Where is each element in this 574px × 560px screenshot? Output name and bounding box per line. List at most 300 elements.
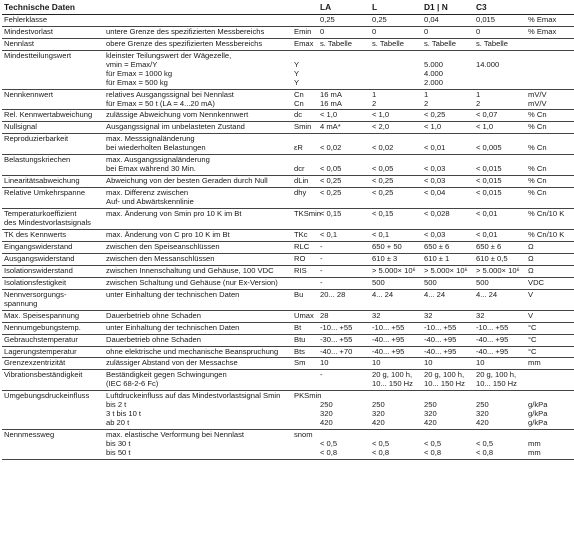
cell-value-c3: [474, 391, 526, 430]
cell-line: Btu: [294, 334, 306, 344]
cell-line: bis 50 t: [106, 448, 131, 458]
cell-line: < 0,25: [320, 188, 342, 198]
cell-line: < 0,5: [320, 439, 338, 449]
cell-line: max. Ausgangssignaländerung: [106, 155, 210, 165]
cell-line: [528, 79, 572, 88]
cell-value-l: [370, 122, 422, 134]
cell-line: < 0,015: [476, 188, 502, 198]
cell-value-d1n: [422, 253, 474, 265]
cell-line: [528, 219, 572, 228]
cell-unit: [526, 241, 574, 253]
cell-line: -40... +70: [320, 346, 353, 356]
cell-symbol: [292, 310, 318, 322]
cell-line: [320, 219, 368, 228]
cell-parameter: [2, 155, 104, 176]
cell-line: 500: [476, 277, 489, 287]
cell-line: spannung: [4, 298, 38, 308]
cell-line: Nennlast: [4, 38, 34, 48]
cell-value-d1n: [422, 322, 474, 334]
cell-line: < 1,0: [424, 122, 442, 132]
cell-line: [476, 70, 524, 79]
cell-line: 2: [476, 98, 481, 108]
table-row: [2, 89, 574, 110]
cell-line: < 0,015: [476, 176, 502, 186]
cell-parameter: [2, 50, 104, 89]
cell-line: < 0,028: [424, 209, 450, 219]
cell-line: des Mindestvorlastsignals: [4, 218, 91, 228]
cell-line: bis 30 t: [106, 439, 131, 449]
cell-line: 0,25: [320, 14, 335, 24]
cell-description: [104, 155, 292, 176]
cell-line: < 1,0: [320, 110, 338, 120]
cell-symbol: [292, 430, 318, 460]
cell-line: < 0,15: [320, 209, 342, 219]
cell-line: 0,25: [372, 14, 387, 24]
cell-line: 1: [424, 89, 429, 99]
cell-description: [104, 89, 292, 110]
cell-value-l: [370, 430, 422, 460]
cell-value-l: [370, 289, 422, 310]
cell-value-l: [370, 253, 422, 265]
cell-value-la: [318, 176, 370, 188]
cell-unit: [526, 310, 574, 322]
cell-line: [294, 219, 316, 228]
cell-line: -10... +55: [476, 322, 509, 332]
cell-symbol: [292, 176, 318, 188]
cell-parameter: [2, 346, 104, 358]
cell-line: 4.000: [424, 68, 444, 78]
cell-value-la: [318, 155, 370, 176]
spec-table: [2, 2, 574, 460]
cell-line: g/kPa: [528, 418, 548, 428]
cell-value-d1n: [422, 155, 474, 176]
cell-unit: [526, 122, 574, 134]
cell-line: V: [528, 310, 534, 320]
cell-line: 20 g, 100 h,: [424, 370, 465, 380]
cell-line: snom: [294, 430, 313, 440]
cell-line: [372, 198, 420, 207]
cell-parameter: [2, 209, 104, 230]
cell-line: Abweichung von der besten Geraden durch Null: [106, 176, 268, 186]
cell-line: 250: [372, 400, 385, 410]
cell-value-c3: [474, 50, 526, 89]
cell-line: 16 mA: [320, 89, 342, 99]
cell-unit: [526, 229, 574, 241]
cell-line: Belastungskriechen: [4, 155, 71, 165]
cell-value-la: [318, 229, 370, 241]
cell-parameter: [2, 391, 104, 430]
cell-value-d1n: [422, 89, 474, 110]
cell-value-c3: [474, 38, 526, 50]
cell-value-l: [370, 391, 422, 430]
cell-line: 4 mA*: [320, 122, 341, 132]
cell-unit: [526, 38, 574, 50]
cell-line: Lagerungstemperatur: [4, 346, 77, 356]
cell-line: 5.000: [424, 59, 444, 69]
cell-line: < 0,015: [476, 164, 502, 174]
cell-value-d1n: [422, 38, 474, 50]
cell-line: °C: [528, 346, 537, 356]
cell-line: -40... +95: [476, 346, 509, 356]
cell-line: 0: [476, 26, 481, 36]
cell-line: [106, 16, 290, 25]
cell-line: °C: [528, 322, 537, 332]
table-row: [2, 310, 574, 322]
cell-unit: [526, 89, 574, 110]
cell-line: Isolationswiderstand: [4, 265, 73, 275]
cell-line: % Cn/10 K: [528, 209, 565, 219]
cell-unit: [526, 26, 574, 38]
cell-line: TKc: [294, 229, 308, 239]
cell-line: 610 ± 0,5: [476, 253, 508, 263]
cell-value-c3: [474, 134, 526, 155]
cell-line: % Cn/10 K: [528, 229, 565, 239]
cell-value-la: [318, 26, 370, 38]
cell-line: 10... 150 Hz: [424, 379, 465, 389]
cell-line: zulässige Abweichung vom Nennkennwert: [106, 110, 249, 120]
table-row: [2, 122, 574, 134]
cell-value-d1n: [422, 188, 474, 209]
cell-line: 610 ± 3: [372, 253, 398, 263]
cell-value-d1n: [422, 391, 474, 430]
cell-value-la: [318, 358, 370, 370]
cell-line: < 0,01: [424, 143, 446, 153]
table-row: [2, 346, 574, 358]
cell-parameter: [2, 122, 104, 134]
cell-line: 32: [372, 310, 381, 320]
cell-line: < 0,005: [476, 143, 502, 153]
cell-line: < 0,8: [424, 448, 442, 458]
cell-value-c3: [474, 430, 526, 460]
cell-line: 250: [320, 400, 333, 410]
cell-value-la: [318, 391, 370, 430]
cell-symbol: [292, 370, 318, 391]
cell-line: V: [528, 289, 534, 299]
cell-description: [104, 289, 292, 310]
cell-value-l: [370, 134, 422, 155]
cell-value-la: [318, 110, 370, 122]
cell-parameter: [2, 14, 104, 26]
cell-line: mm: [528, 358, 541, 368]
cell-line: [106, 300, 290, 309]
cell-symbol: [292, 322, 318, 334]
cell-parameter: [2, 370, 104, 391]
cell-line: vmin = Emax/Y: [106, 59, 158, 69]
cell-line: TK des Kennwerts: [4, 229, 67, 239]
cell-line: 0: [372, 26, 377, 36]
cell-line: [372, 61, 420, 70]
cell-parameter: [2, 241, 104, 253]
table-row: [2, 334, 574, 346]
cell-line: für Emax = 50 t (LA = 4...20 mA): [106, 98, 215, 108]
cell-line: unter Einhaltung der technischen Daten: [106, 322, 240, 332]
cell-line: 20... 28: [320, 289, 346, 299]
cell-description: [104, 14, 292, 26]
table-row: [2, 229, 574, 241]
cell-value-la: [318, 188, 370, 209]
cell-line: 320: [476, 409, 489, 419]
cell-line: [476, 219, 524, 228]
cell-symbol: [292, 289, 318, 310]
cell-line: < 0,25: [424, 110, 446, 120]
cell-value-l: [370, 14, 422, 26]
table-row: [2, 26, 574, 38]
cell-symbol: [292, 209, 322, 230]
cell-parameter: [2, 430, 104, 460]
cell-value-l: [370, 155, 422, 176]
cell-line: Bt: [294, 322, 302, 332]
cell-value-l: [370, 26, 422, 38]
cell-line: % Cn: [528, 110, 547, 120]
cell-line: (IEC 68-2-6 Fc): [106, 379, 159, 389]
cell-line: s. Tabelle: [476, 38, 508, 48]
cell-value-c3: [474, 241, 526, 253]
cell-line: 32: [476, 310, 485, 320]
cell-symbol: [292, 89, 318, 110]
cell-line: % Cn: [528, 122, 547, 132]
table-row: [2, 370, 574, 391]
cell-line: Eingangswiderstand: [4, 241, 73, 251]
cell-line: Y: [294, 77, 300, 87]
cell-line: max. Differenz zwischen: [106, 188, 189, 198]
cell-line: Dauerbetrieb ohne Schaden: [106, 334, 201, 344]
cell-line: obere Grenze des spezifizierten Messbereichs: [106, 38, 263, 48]
cell-value-c3: [474, 370, 526, 391]
cell-line: zwischen den Speiseanschlüssen: [106, 241, 220, 251]
cell-value-l: [370, 310, 422, 322]
cell-value-la: [318, 289, 370, 310]
cell-description: [104, 346, 292, 358]
cell-description: [104, 334, 292, 346]
cell-description: [104, 370, 292, 391]
cell-value-la: [318, 370, 370, 391]
cell-line: [528, 198, 572, 207]
cell-line: max. Änderung von Smin pro 10 K im Bt: [106, 209, 242, 219]
cell-value-c3: [474, 346, 526, 358]
cell-line: zwischen Schaltung und Gehäuse (nur Ex-Version): [106, 277, 278, 287]
cell-line: Rel. Kennwertabweichung: [4, 110, 93, 120]
cell-value-l: [370, 188, 422, 209]
cell-unit: [526, 346, 574, 358]
cell-value-c3: [474, 322, 526, 334]
cell-line: < 0,02: [320, 143, 342, 153]
cell-line: 20 g, 100 h,: [372, 370, 413, 380]
cell-value-l: [370, 265, 422, 277]
cell-line: 320: [320, 409, 333, 419]
cell-description: [104, 176, 292, 188]
cell-line: Isolationsfestigkeit: [4, 277, 67, 287]
cell-line: -10... +55: [320, 322, 353, 332]
cell-symbol: [292, 155, 318, 176]
table-row: [2, 176, 574, 188]
cell-value-d1n: [422, 110, 474, 122]
cell-line: < 0,07: [476, 110, 498, 120]
cell-description: [104, 209, 292, 230]
cell-value-c3: [474, 265, 526, 277]
cell-line: max. elastische Verformung bei Nennlast: [106, 430, 245, 440]
cell-line: 10: [424, 358, 433, 368]
cell-line: s. Tabelle: [372, 38, 404, 48]
cell-value-c3: [474, 253, 526, 265]
cell-line: zwischen Innenschaltung und Gehäuse, 100 VDC: [106, 265, 274, 275]
cell-symbol: [292, 346, 318, 358]
cell-parameter: [2, 26, 104, 38]
cell-line: % Emax: [528, 26, 557, 36]
cell-line: [294, 410, 316, 419]
cell-line: für Emax = 500 kg: [106, 77, 168, 87]
cell-line: RLC: [294, 241, 310, 251]
cell-line: 10... 150 Hz: [372, 379, 413, 389]
cell-line: [476, 300, 524, 309]
cell-line: 650 ± 6: [476, 241, 502, 251]
cell-line: % Emax: [528, 14, 557, 24]
cell-value-c3: [474, 289, 526, 310]
cell-value-c3: [474, 188, 526, 209]
cell-value-c3: [474, 110, 526, 122]
cell-value-la: [318, 277, 370, 289]
cell-line: untere Grenze des spezifizierten Messbereichs: [106, 26, 265, 36]
cell-line: Bu: [294, 289, 304, 299]
cell-value-l: [370, 38, 422, 50]
cell-value-d1n: [422, 229, 474, 241]
cell-symbol: [292, 188, 318, 209]
cell-line: < 0,8: [476, 448, 494, 458]
cell-symbol: [292, 14, 318, 26]
cell-line: bei Emax während 30 Min.: [106, 164, 196, 174]
cell-line: 4... 24: [476, 289, 498, 299]
cell-symbol: [292, 358, 318, 370]
header-unit: [526, 2, 574, 14]
cell-line: relatives Ausgangssignal bei Nennlast: [106, 89, 234, 99]
cell-line: PKSmin: [294, 391, 322, 401]
cell-symbol: [292, 50, 318, 89]
table-row: [2, 322, 574, 334]
cell-value-d1n: [422, 50, 474, 89]
cell-line: [424, 219, 472, 228]
cell-unit: [526, 134, 574, 155]
cell-line: % Cn: [528, 164, 547, 174]
cell-line: -40... +95: [476, 334, 509, 344]
table-row: [2, 277, 574, 289]
cell-symbol: [292, 229, 318, 241]
cell-parameter: [2, 134, 104, 155]
cell-value-c3: [474, 310, 526, 322]
cell-line: [528, 61, 572, 70]
cell-line: unter Einhaltung der technischen Daten: [106, 289, 240, 299]
cell-line: Ω: [528, 241, 534, 251]
cell-line: Smin: [294, 122, 312, 132]
cell-value-l: [370, 241, 422, 253]
cell-line: 10: [372, 358, 381, 368]
cell-parameter: [2, 358, 104, 370]
cell-line: Reproduzierbarkeit: [4, 134, 69, 144]
cell-symbol: [292, 134, 318, 155]
cell-line: 0,015: [476, 14, 496, 24]
spec-table-body: [2, 2, 574, 459]
cell-description: [104, 229, 292, 241]
cell-line: Nennversorgungs-: [4, 289, 67, 299]
cell-line: [320, 300, 368, 309]
header-symbol: [292, 2, 318, 14]
cell-value-c3: [474, 155, 526, 176]
cell-line: [372, 70, 420, 79]
cell-line: Ausgangssignal im unbelasteten Zustand: [106, 122, 245, 132]
cell-line: Grenzexzentrizität: [4, 358, 66, 368]
cell-value-c3: [474, 229, 526, 241]
cell-line: [528, 371, 572, 380]
cell-symbol: [292, 265, 318, 277]
cell-value-d1n: [422, 122, 474, 134]
cell-line: Bts: [294, 346, 305, 356]
cell-line: 4... 24: [424, 289, 446, 299]
cell-line: Y: [294, 59, 300, 69]
cell-line: Emax: [294, 38, 314, 48]
cell-line: Vibrationsbeständigkeit: [4, 370, 83, 380]
cell-line: s. Tabelle: [320, 38, 352, 48]
cell-parameter: [2, 334, 104, 346]
header-value-la: LA: [318, 2, 370, 14]
cell-line: 0,04: [424, 14, 439, 24]
cell-value-c3: [474, 26, 526, 38]
cell-line: Nennkennwert: [4, 89, 53, 99]
cell-line: -40... +95: [372, 334, 405, 344]
cell-line: < 0,25: [372, 176, 394, 186]
cell-value-d1n: [422, 134, 474, 155]
cell-line: -40... +95: [424, 346, 457, 356]
cell-line: Relative Umkehrspanne: [4, 188, 86, 198]
cell-line: -: [320, 241, 323, 251]
cell-line: Ausgangswiderstand: [4, 253, 75, 263]
cell-line: [372, 300, 420, 309]
cell-line: 20 g, 100 h,: [476, 370, 517, 380]
header-value-l: L: [370, 2, 422, 14]
cell-line: [320, 70, 368, 79]
cell-line: > 5.000× 10⁶: [424, 265, 468, 275]
table-row: [2, 110, 574, 122]
cell-line: < 2,0: [372, 122, 390, 132]
cell-description: [104, 134, 292, 155]
cell-line: kleinster Teilungswert der Wägezelle,: [106, 50, 232, 60]
cell-line: [424, 300, 472, 309]
cell-line: < 0,03: [424, 164, 446, 174]
cell-description: [104, 358, 292, 370]
cell-description: [104, 188, 292, 209]
table-row: [2, 134, 574, 155]
cell-symbol: [292, 110, 318, 122]
cell-value-d1n: [422, 289, 474, 310]
cell-line: mm: [528, 448, 541, 458]
cell-line: Umax: [294, 310, 314, 320]
cell-line: 10: [320, 358, 329, 368]
cell-line: < 0,01: [476, 209, 498, 219]
cell-line: Auf- und Abwärtskennlinie: [106, 197, 194, 207]
cell-unit: [526, 50, 574, 89]
cell-line: [294, 449, 316, 458]
cell-line: Beständigkeit gegen Schwingungen: [106, 370, 227, 380]
cell-value-la: [318, 134, 370, 155]
cell-unit: [526, 176, 574, 188]
cell-line: 250: [476, 400, 489, 410]
cell-value-d1n: [422, 277, 474, 289]
header-value-d1n: D1 | N: [422, 2, 474, 14]
cell-value-l: [370, 229, 422, 241]
cell-line: 4... 24: [372, 289, 394, 299]
cell-line: < 0,01: [476, 229, 498, 239]
cell-line: 650 ± 6: [424, 241, 450, 251]
cell-line: Nennumgebungstemp.: [4, 322, 81, 332]
cell-line: 10... 150 Hz: [476, 379, 517, 389]
cell-line: 320: [372, 409, 385, 419]
